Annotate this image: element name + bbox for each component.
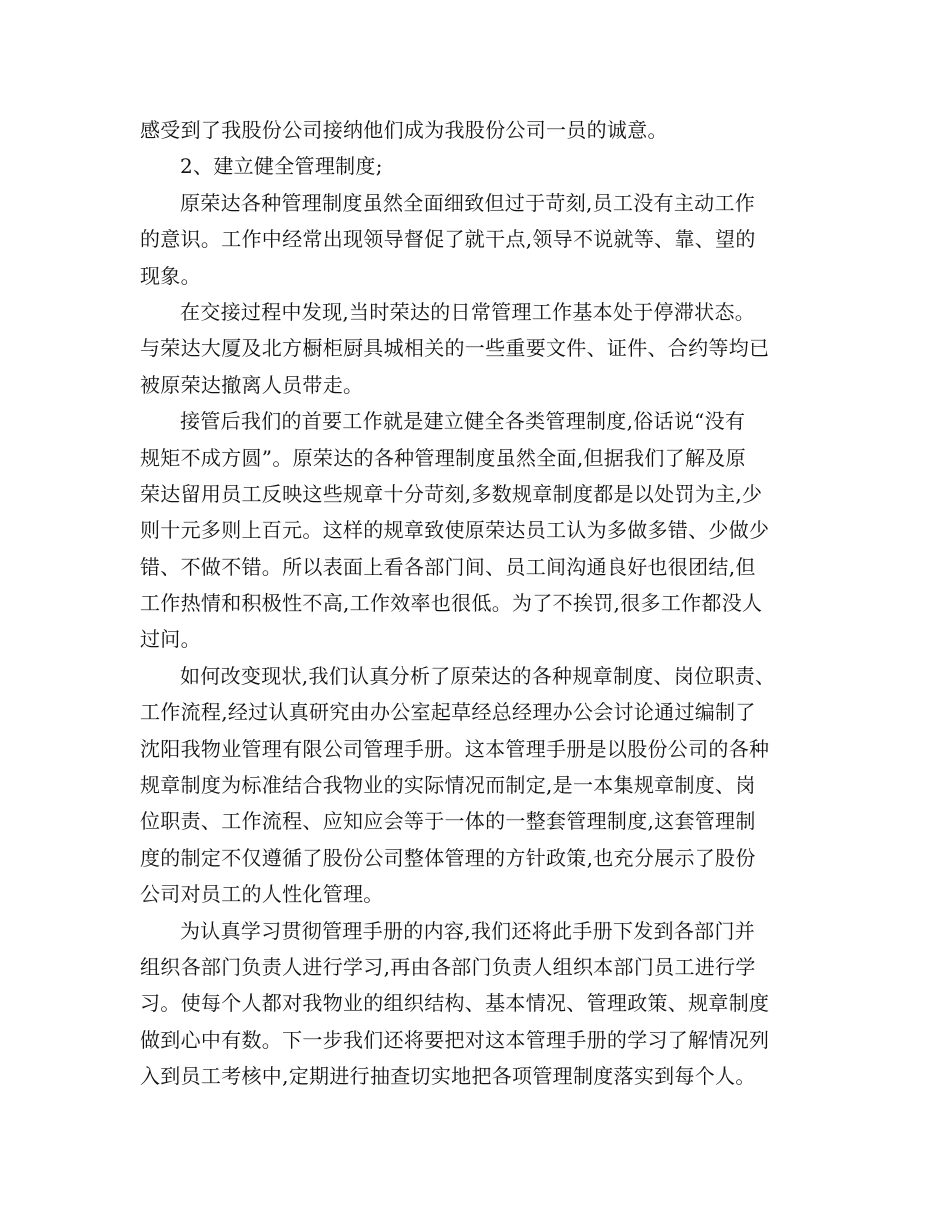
text-line: 与荣达大厦及北方橱柜厨具城相关的一些重要文件、证件、合约等均已 [140,336,770,361]
text-line: 2、建立健全管理制度; [180,154,383,179]
text-line: 则十元多则上百元。这样的规章致使原荣达员工认为多做多错、少做少 [140,518,770,543]
text-line: 现象。 [140,263,201,288]
text-line: 被原荣达撤离人员带走。 [140,372,364,397]
text-line: 接管后我们的首要工作就是建立健全各类管理制度,俗话说“没有 [180,409,746,434]
text-line: 错、不做不错。所以表面上看各部门间、员工间沟通良好也很团结,但 [140,554,756,579]
text-line: 过问。 [140,627,201,652]
text-line: 荣达留用员工反映这些规章十分苛刻,多数规章制度都是以处罚为主,少 [140,481,763,506]
text-line: 在交接过程中发现,当时荣达的日常管理工作基本处于停滞状态。 [180,299,756,324]
text-line: 做到心中有数。下一步我们还将要把对这本管理手册的学习了解情况列 [140,1027,770,1052]
text-line: 沈阳我物业管理有限公司管理手册。这本管理手册是以股份公司的各种 [140,736,770,761]
text-line: 度的制定不仅遵循了股份公司整体管理的方针政策,也充分展示了股份 [140,845,756,870]
document-body [140,112,830,1095]
text-line: 习。使每个人都对我物业的组织结构、基本情况、管理政策、规章制度 [140,991,770,1016]
text-line: 位职责、工作流程、应知应会等于一体的一整套管理制度,这套管理制 [140,809,756,834]
text-line: 为认真学习贯彻管理手册的内容,我们还将此手册下发到各部门并 [180,918,756,943]
text-line: 原荣达各种管理制度虽然全面细致但过于苛刻,员工没有主动工作 [180,190,756,215]
text-line: 工作热情和积极性不高,工作效率也很低。为了不挨罚,很多工作都没人 [140,591,763,616]
text-line: 如何改变现状,我们认真分析了原荣达的各种规章制度、岗位职责、 [180,663,776,688]
text-line: 规章制度为标准结合我物业的实际情况而制定,是一本集规章制度、岗 [140,773,756,798]
text-line: 公司对员工的人性化管理。 [140,882,384,907]
text-line: 的意识。工作中经常出现领导督促了就干点,领导不说就等、靠、望的 [140,227,756,252]
text-line: 规矩不成方圆”。原荣达的各种管理制度虽然全面,但据我们了解及原 [140,445,746,470]
text-line: 入到员工考核中,定期进行抽查切实地把各项管理制度落实到每个人。 [140,1064,756,1089]
text-line: 组织各部门负责人进行学习,再由各部门负责人组织本部门员工进行学 [140,954,756,979]
text-line: 感受到了我股份公司接纳他们成为我股份公司一员的诚意。 [140,118,668,142]
text-line: 工作流程,经过认真研究由办公室起草经总经理办公会讨论通过编制了 [140,700,756,725]
